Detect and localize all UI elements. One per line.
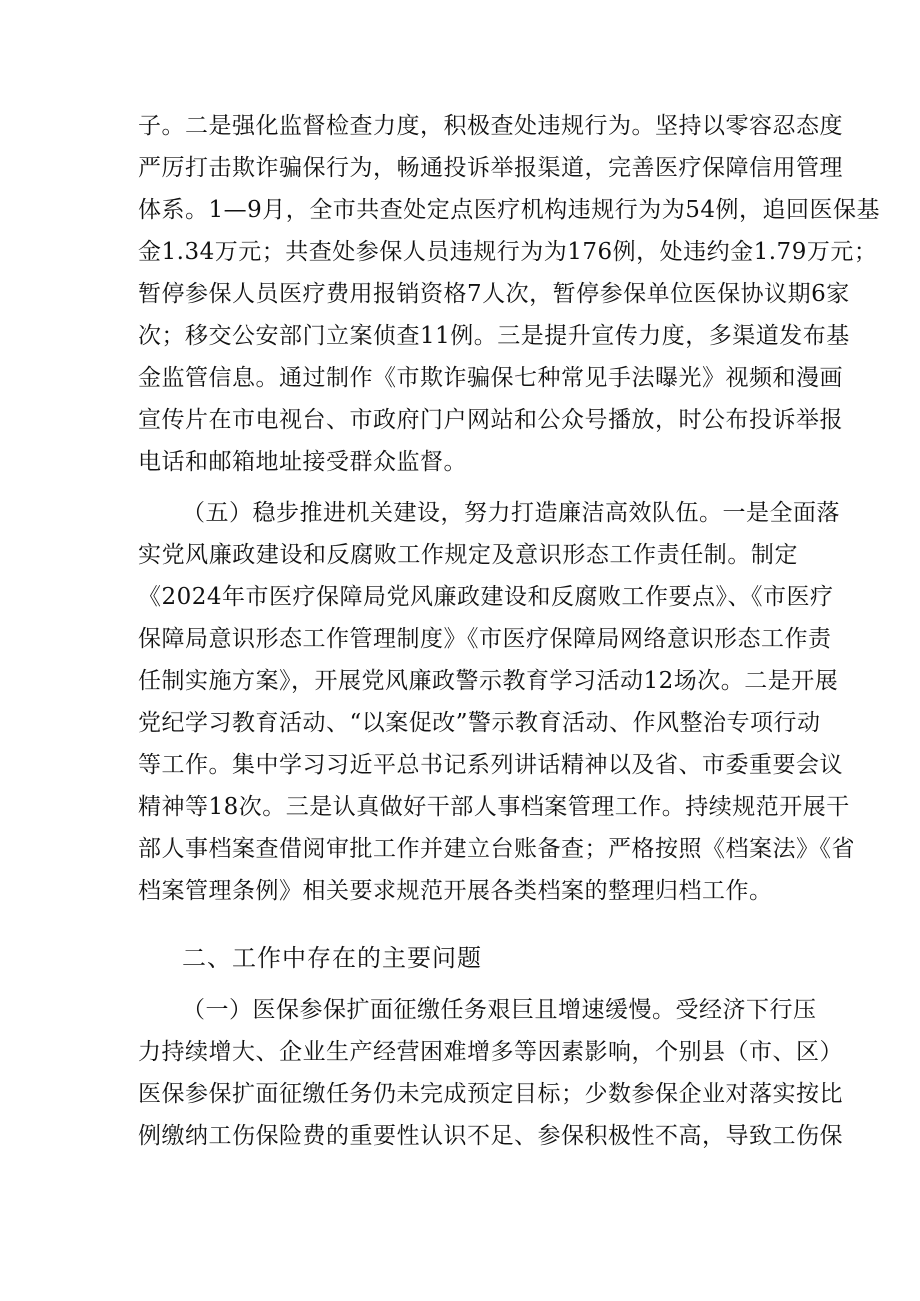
paragraph-line: 保障局意识形态工作管理制度》《市医疗保障局网络意识形态工作责 bbox=[138, 626, 832, 652]
paragraph-line: 党纪学习教育活动、“以案促改”警示教育活动、作风整治专项行动 bbox=[138, 710, 821, 736]
paragraph-line: 子。二是强化监督检查力度，积极查处违规行为。坚持以零容忍态度 bbox=[138, 113, 843, 139]
paragraph-line: 体系。1—9月，全市共查处定点医疗机构违规行为为54例，追回医保基 bbox=[138, 197, 881, 223]
paragraph-line: （五）稳步推进机关建设，努力打造廉洁高效队伍。一是全面落 bbox=[182, 500, 840, 526]
paragraph-line: 金1.34万元；共查处参保人员违规行为为176例，处违约金1.79万元； bbox=[138, 239, 878, 265]
paragraph-line: 档案管理条例》相关要求规范开展各类档案的整理归档工作。 bbox=[138, 878, 773, 904]
paragraph-line: 次；移交公安部门立案侦查11例。三是提升宣传力度，多渠道发布基 bbox=[138, 323, 850, 349]
paragraph-line: 《2024年市医疗保障局党风廉政建设和反腐败工作要点》、《市医疗 bbox=[138, 584, 834, 610]
paragraph-line: 宣传片在市电视台、市政府门户网站和公众号播放，时公布投诉举报 bbox=[138, 407, 843, 433]
paragraph-line: 实党风廉政建设和反腐败工作规定及意识形态工作责任制。制定 bbox=[138, 542, 798, 568]
paragraph-line: 电话和邮箱地址接受群众监督。 bbox=[138, 449, 467, 475]
paragraph-line: 医保参保扩面征缴任务仍未完成预定目标；少数参保企业对落实按比 bbox=[138, 1081, 843, 1107]
paragraph-line: 金监管信息。通过制作《市欺诈骗保七种常见手法曝光》视频和漫画 bbox=[138, 365, 843, 391]
paragraph-line: 任制实施方案》，开展党风廉政警示教育学习活动12场次。二是开展 bbox=[138, 668, 839, 694]
paragraph-line: 力持续增大、企业生产经营困难增多等因素影响，个别县（市、区） bbox=[138, 1039, 843, 1065]
paragraph-line: 暂停参保人员医疗费用报销资格7人次，暂停参保单位医保协议期6家 bbox=[138, 281, 850, 307]
paragraph-line: 例缴纳工伤保险费的重要性认识不足、参保积极性不高，导致工伤保 bbox=[138, 1123, 843, 1149]
paragraph-line: 严厉打击欺诈骗保行为，畅通投诉举报渠道，完善医疗保障信用管理 bbox=[138, 155, 843, 181]
section-heading: 二、工作中存在的主要问题 bbox=[182, 944, 482, 972]
paragraph-line: 等工作。集中学习习近平总书记系列讲话精神以及省、市委重要会议 bbox=[138, 752, 843, 778]
paragraph-line: 部人事档案查借阅审批工作并建立台账备查；严格按照《档案法》《省 bbox=[138, 836, 855, 862]
paragraph-line: 精神等18次。三是认真做好干部人事档案管理工作。持续规范开展干 bbox=[138, 794, 850, 820]
paragraph-line: （一）医保参保扩面征缴任务艰巨且增速缓慢。受经济下行压 bbox=[182, 997, 817, 1023]
